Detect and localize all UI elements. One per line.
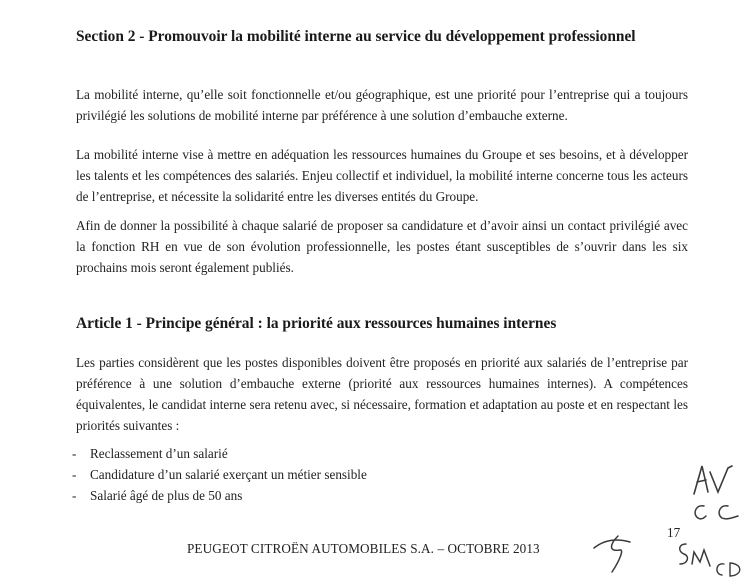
- document-footer: PEUGEOT CITROËN AUTOMOBILES S.A. – OCTOBRE 2013: [187, 541, 540, 556]
- bullet-dash: -: [72, 446, 77, 461]
- section-title: Section 2 - Promouvoir la mobilité interne au service du développement professionnel: [76, 28, 636, 45]
- handwritten-initials-cd: [712, 560, 746, 577]
- paragraph-mobility-goals: La mobilité interne vise à mettre en adéquation les ressources humaines du Groupe et ses besoins, et à développer les talents et les compétences des salariés. Enjeu collectif et individuel, la mobilité interne concerne tous les acteurs de l’entreprise, et nécessite la solidarité entre les diverses entités du Groupe.: [76, 147, 688, 204]
- handwritten-initials-cc: [690, 500, 742, 526]
- list-item-text: Reclassement d’un salarié: [90, 446, 228, 461]
- article-title: Article 1 - Principe général : la priorité aux ressources humaines internes: [76, 315, 557, 332]
- priority-list: [72, 443, 367, 506]
- list-item: [72, 443, 367, 464]
- list-item-text: Candidature d’un salarié exerçant un métier sensible: [90, 467, 367, 482]
- handwritten-initials-av: [688, 462, 738, 500]
- list-item: [72, 485, 367, 506]
- handwritten-initials-sm: [676, 540, 716, 572]
- list-item: [72, 464, 367, 485]
- paragraph-job-publication: Afin de donner la possibilité à chaque salarié de proposer sa candidature et d’avoir ainsi un contact privilégié avec la fonction RH en vue de son évolution professionnelle, les postes étant susceptibles de s’ouvrir dans les six prochains mois seront également publiés.: [76, 218, 688, 275]
- bullet-dash: -: [72, 488, 77, 503]
- paragraph-mobility-priority: La mobilité interne, qu’elle soit fonctionnelle et/ou géographique, est une priorité pour l’entreprise qui a toujours privilégié les solutions de mobilité interne par préférence à une solution d’embauche externe.: [76, 87, 688, 123]
- handwritten-signature: [590, 530, 640, 574]
- bullet-dash: -: [72, 467, 77, 482]
- paragraph-article-body: Les parties considèrent que les postes disponibles doivent être proposés en priorité aux salariés de l’entreprise par préférence à une solution d’embauche externe (priorité aux ressources humaines internes). A compétences équivalentes, le candidat interne sera retenu avec, si nécessaire, formation et adaptation au poste et en respectant les priorités suivantes :: [76, 355, 688, 433]
- list-item-text: Salarié âgé de plus de 50 ans: [90, 488, 243, 503]
- page-number: 17: [667, 525, 681, 540]
